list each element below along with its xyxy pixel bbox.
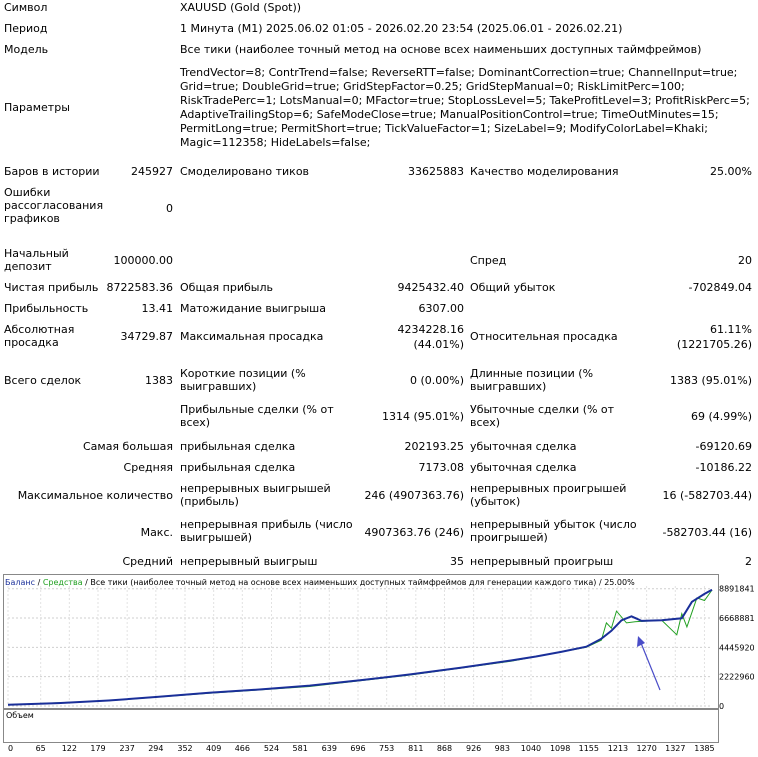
x-tick-label: 811 [408,744,424,753]
value-quality: 25.00% [710,165,752,178]
label-params: Параметры [4,101,70,114]
value-max-dd-2: (44.01%) [413,338,464,351]
label-loss-trades: Убыточные сделки (% от всех) [470,403,615,429]
label-ticks: Смоделировано тиков [180,165,310,178]
label-rel-dd: Относительная просадка [470,330,618,343]
value-gross-loss: -702849.04 [688,281,752,294]
label-period: Период [4,22,48,35]
label-maxsum: Макс. [140,526,173,539]
avgcons-loss-value: 2 [745,555,752,568]
x-tick-label: 1213 [607,744,629,753]
value-total: 1383 [145,374,173,387]
label-expected: Матожидание выигрыша [180,302,326,315]
params-line-3: RiskTradePerc=1; LotsManual=0; MFactor=true; StopLossLevel=5; TakeProfitLevel=3; ProfitRiskPerc=5; [180,94,750,107]
label-avgcons: Средний [122,555,173,568]
value-net: 8722583.36 [106,281,173,294]
label-errors: Ошибки рассогласования графиков [4,186,104,225]
maxsum-profit-label: непрерывная прибыль (число выигрышей) [180,518,353,544]
value-spread: 20 [738,254,752,267]
value-period: 1 Минута (M1) 2025.06.02 01:05 - 2026.02.20 23:54 (2025.06.01 - 2026.02.21) [180,22,623,35]
legend-balance: Баланс [5,578,36,587]
annotation-arrowhead [637,636,645,647]
x-tick-label: 65 [35,744,46,753]
average-loss-label: убыточная сделка [470,461,577,474]
x-tick-label: 1040 [520,744,542,753]
label-long: Длинные позиции (% выигравших) [470,367,594,393]
maxsum-profit-value: 4907363.76 (246) [364,526,464,539]
value-profit-trades: 1314 (95.01%) [381,410,464,423]
average-profit-label: прибыльная сделка [180,461,296,474]
x-tick-label: 1327 [665,744,686,753]
label-net: Чистая прибыль [4,281,99,294]
x-tick-label: 1098 [549,744,571,753]
maxcount-loss-value: 16 (-582703.44) [662,489,752,502]
x-tick-label: 983 [494,744,510,753]
largest-loss-value: -69120.69 [695,440,752,453]
annotation-arrow [641,643,660,690]
y-tick-label: 0 [719,702,725,711]
label-max-dd: Максимальная просадка [180,330,324,343]
volume-label: Объем [6,711,34,720]
label-total: Всего сделок [4,374,82,387]
value-pf: 13.41 [141,302,173,315]
value-long: 1383 (95.01%) [669,374,752,387]
params-line-2: Grid=true; DoubleGrid=true; GridStepFactor=0.25; GridStepManual=0; RiskLimitPerc=100; [180,80,685,93]
maxsum-loss-label: непрерывный убыток (число проигрышей) [470,518,637,544]
x-tick-label: 352 [177,744,193,753]
average-loss-value: -10186.22 [695,461,752,474]
value-expected: 6307.00 [418,302,464,315]
value-short: 0 (0.00%) [409,374,464,387]
params-line-6: Magic=112358; HideLabels=false; [180,136,371,149]
volume-panel [3,709,719,743]
average-profit-value: 7173.08 [418,461,464,474]
label-symbol: Символ [4,1,48,14]
y-tick-label: 4445920 [719,643,755,653]
maxcount-loss-label: непрерывных проигрышей (убыток) [470,482,627,508]
avgcons-profit-label: непрерывный выигрыш [180,555,318,568]
x-tick-label: 0 [8,744,14,753]
x-tick-label: 696 [350,744,366,753]
label-maxcount: Максимальное количество [17,489,173,502]
maxcount-profit-value: 246 (4907363.76) [364,489,464,502]
label-quality: Качество моделирования [470,165,619,178]
value-model: Все тики (наиболее точный метод на основе всех наименьших доступных таймфреймов) [180,43,702,56]
params-line-4: AdaptiveTrailingStop=6; SafeModeClose=true; ManualPositionControl=true; TimeOutMinutes=15; [180,108,719,121]
value-errors: 0 [166,202,173,215]
label-model: Модель [4,43,49,56]
value-loss-trades: 69 (4.99%) [690,410,752,423]
x-tick-label: 868 [436,744,453,753]
x-tick-label: 237 [119,744,135,753]
x-tick-label: 294 [148,744,164,753]
x-tick-label: 639 [321,744,337,753]
label-profit-trades: Прибыльные сделки (% от всех) [180,403,334,429]
x-tick-label: 753 [379,744,395,753]
value-max-dd-1: 4234228.16 [397,323,464,336]
label-gross-profit: Общая прибыль [180,281,273,294]
x-tick-label: 524 [263,744,280,753]
value-rel-dd-1: 61.11% [710,323,752,336]
value-rel-dd-2: (1221705.26) [676,338,752,351]
maxsum-loss-value: -582703.44 (16) [662,526,752,539]
value-gross-profit: 9425432.40 [397,281,464,294]
label-deposit: Начальный депозит [4,247,69,273]
legend-sep: / [35,578,43,587]
label-largest: Самая большая [82,440,173,453]
label-bars: Баров в истории [4,165,100,178]
legend-rest: / Все тики (наиболее точный метод на основе всех наименьших доступных таймфреймов для генерации каждого тика) / 25.00% [82,578,635,587]
x-tick-label: 926 [466,744,482,753]
avgcons-loss-label: непрерывный проигрыш [470,555,614,568]
label-average: Средняя [123,461,173,474]
x-tick-label: 466 [234,744,250,753]
x-tick-label: 1270 [636,744,657,753]
largest-profit-value: 202193.25 [404,440,464,453]
value-bars: 245927 [131,165,173,178]
y-tick-label: 6668881 [719,614,755,624]
x-tick-label: 581 [292,744,308,753]
label-pf: Прибыльность [4,302,89,315]
params-line-5: PermitLong=true; PermitShort=true; TickValueFactor=1; SizeLabel=9; ModifyColorLabel=Khaki; [180,122,708,135]
y-tick-label: 8891841 [719,584,755,594]
largest-profit-label: прибыльная сделка [180,440,296,453]
largest-loss-label: убыточная сделка [470,440,577,453]
x-tick-label: 1155 [578,744,599,753]
value-deposit: 100000.00 [113,254,173,267]
value-abs-dd: 34729.87 [120,330,173,343]
x-tick-label: 179 [90,744,106,753]
label-abs-dd: Абсолютная просадка [4,323,75,349]
legend-equity: Средства [42,578,83,587]
value-ticks: 33625883 [408,165,464,178]
maxcount-profit-label: непрерывных выигрышей (прибыль) [180,482,331,508]
params-line-1: TrendVector=8; ContrTrend=false; ReverseRTT=false; DominantCorrection=true; ChannelInput=true; [180,66,738,79]
x-tick-label: 1385 [694,744,715,753]
label-short: Короткие позиции (% выигравших) [180,367,306,393]
y-tick-label: 2222960 [719,672,755,682]
avgcons-profit-value: 35 [450,555,464,568]
value-symbol: XAUUSD (Gold (Spot)) [180,1,302,14]
label-spread: Спред [470,254,507,267]
label-gross-loss: Общий убыток [470,281,556,294]
x-tick-label: 122 [61,744,77,753]
x-tick-label: 409 [206,744,222,753]
